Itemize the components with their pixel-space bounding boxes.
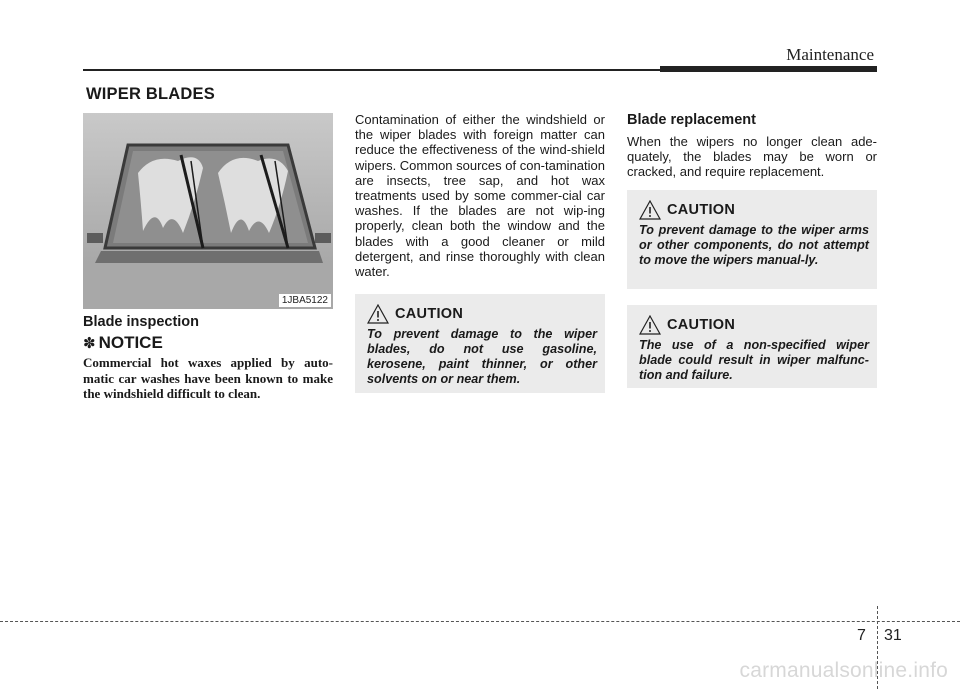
column-2 [355,112,605,279]
caution-text: The use of a non-specified wiper blade could result in wiper malfunc-tion and failure. [639,338,869,382]
blade-replacement-heading: Blade replacement [627,112,756,128]
replacement-paragraph: When the wipers no longer clean ade-quately, the blades may be worn or cracked, and require replacement. [627,134,877,180]
chapter-number: 7 [857,627,866,644]
notice-heading [83,333,333,353]
warning-triangle-icon [639,200,661,220]
caution-heading [639,315,869,335]
caution-title: CAUTION [667,317,736,333]
warning-triangle-icon [639,315,661,335]
caution-text: To prevent damage to the wiper blades, do not use gasoline, kerosene, paint thinner, or other solvents on or near them. [367,327,597,386]
header-title: Maintenance [786,45,874,64]
column-1 [83,314,333,402]
blade-inspection-heading: Blade inspection [83,314,200,330]
caution-text: To prevent damage to the wiper arms or other components, do not attempt to move the wipers manual-ly. [639,223,869,267]
caution-heading [367,304,597,324]
figure-code: 1JBA5122 [279,294,331,307]
windshield-illustration [83,113,333,309]
caution-title: CAUTION [395,306,464,322]
footer-rule [0,621,960,622]
caution-box-solvents [355,294,605,393]
notice-label: NOTICE [98,333,163,352]
windshield-figure [83,113,333,309]
contamination-paragraph: Contamination of either the windshield or the wiper blades with foreign matter can reduce the effectiveness of the wind-shield wipers. Common sources of con-tamination are insects, tree sap, and hot wax treatments used by some commer-cial car washes. If the blades are not wip-ing properly, clean both the window and the blades with a good cleaner or mild detergent, and rinse thoroughly with clean water. [355,112,605,280]
caution-box-non-specified-blade [627,305,877,388]
caution-heading [639,200,869,220]
notice-text: Commercial hot waxes applied by auto-matic car washes have been known to make the windshield difficult to clean. [83,355,333,401]
watermark: carmanualsonline.info [739,659,948,682]
warning-triangle-icon [367,304,389,324]
section-title: WIPER BLADES [86,85,215,103]
page-number: 31 [884,627,902,644]
caution-title: CAUTION [667,202,736,218]
column-3 [627,112,877,180]
notice-star-icon: ✽ [83,335,96,352]
caution-box-manual-move [627,190,877,289]
header-rule-accent [660,66,877,72]
